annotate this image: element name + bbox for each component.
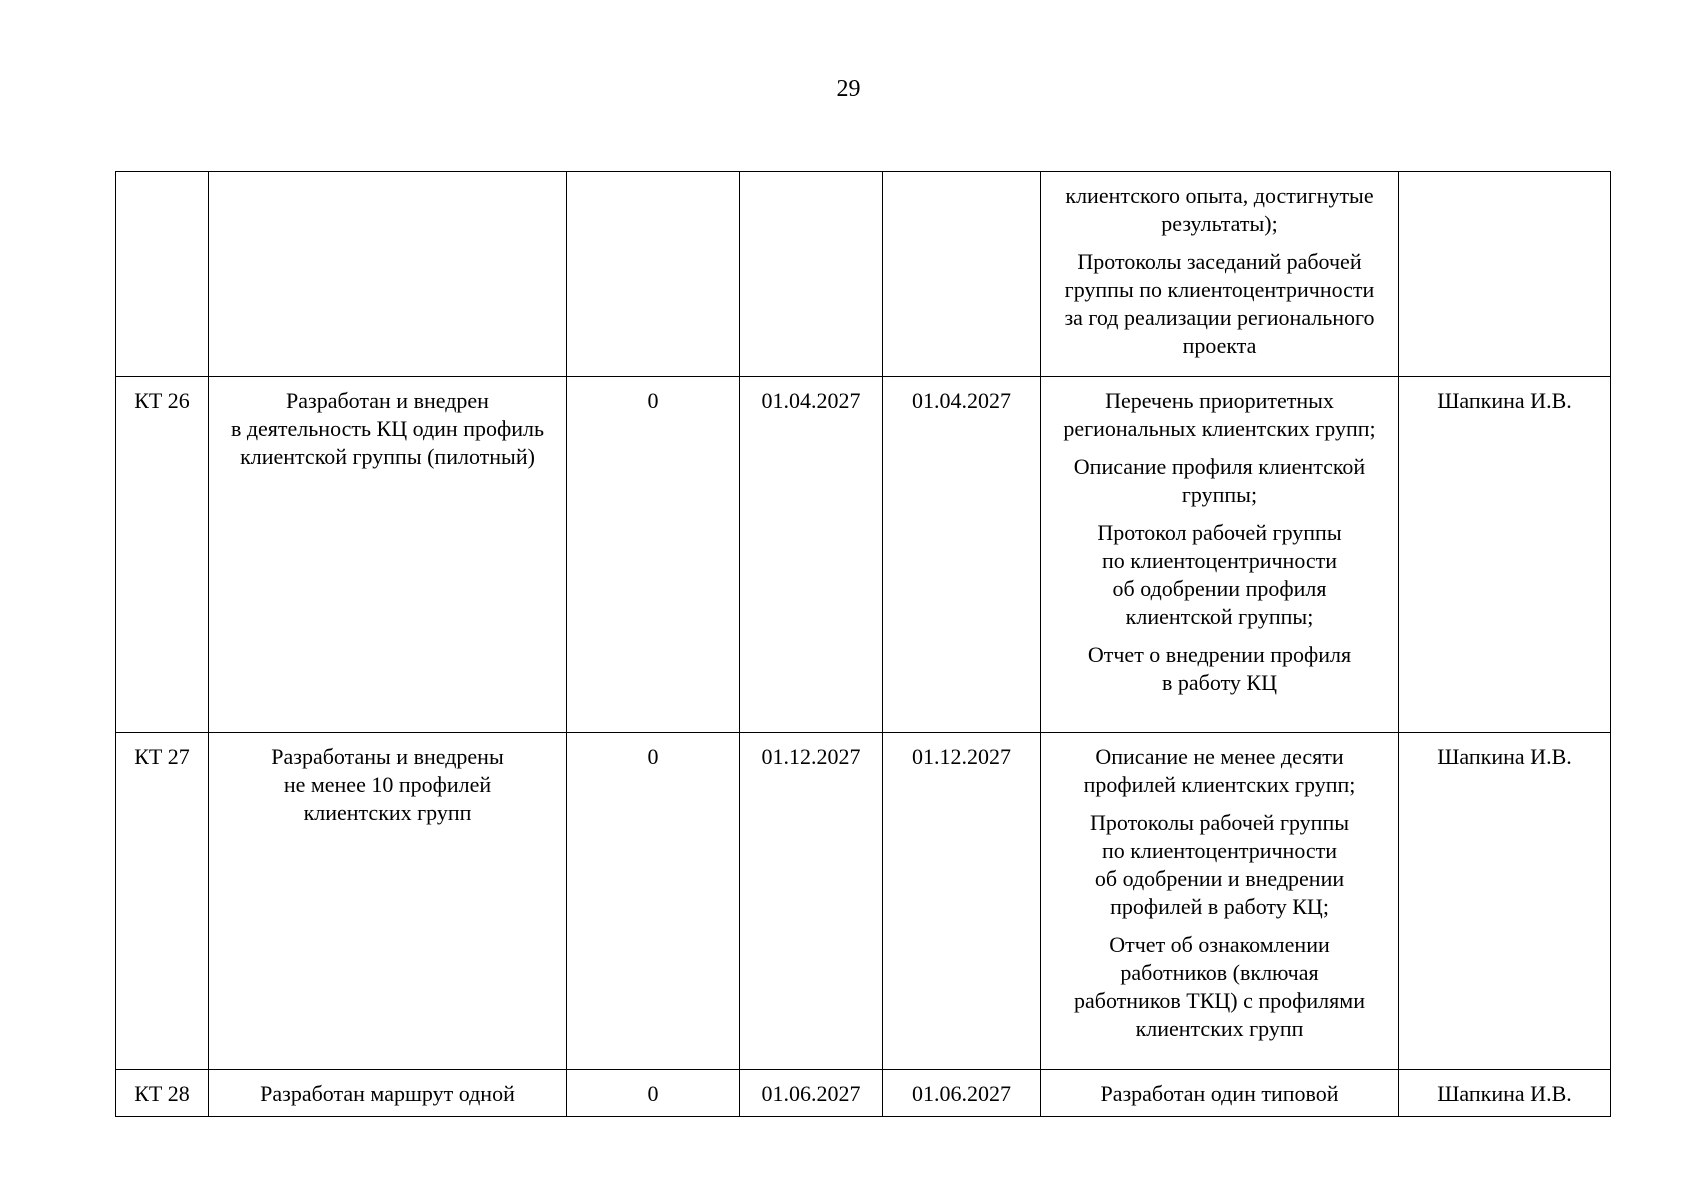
document-paragraph: Протоколы заседаний рабочей группы по клиентоцентричности за год реализации регионального проекта xyxy=(1064,249,1375,358)
table-row xyxy=(116,377,1611,733)
table-row xyxy=(116,1070,1611,1117)
document-paragraph: клиентского опыта, достигнутые результаты); xyxy=(1065,183,1374,236)
name-cell: Разработан и внедрен в деятельность КЦ один профиль клиентской группы (пилотный) xyxy=(209,377,567,733)
document-paragraph: Разработан один типовой xyxy=(1100,1081,1339,1106)
responsible-cell: Шапкина И.В. xyxy=(1399,1070,1611,1117)
responsible-cell: Шапкина И.В. xyxy=(1399,377,1611,733)
base-value-cell: 0 xyxy=(567,377,740,733)
name-cell: Разработан маршрут одной xyxy=(209,1070,567,1117)
start-date-cell: 01.04.2027 xyxy=(740,377,883,733)
code-cell: КТ 28 xyxy=(116,1070,209,1117)
documents-cell xyxy=(1041,377,1399,733)
document-paragraph: Перечень приоритетных региональных клиентских групп; xyxy=(1063,388,1376,441)
document-paragraph: Описание профиля клиентской группы; xyxy=(1073,454,1366,507)
end-date-cell: 01.12.2027 xyxy=(883,733,1041,1070)
document-paragraph: Описание не менее десяти профилей клиентских групп; xyxy=(1083,744,1356,797)
responsible-cell xyxy=(1399,172,1611,377)
documents-cell xyxy=(1041,172,1399,377)
document-paragraph: Отчет о внедрении профиля в работу КЦ xyxy=(1087,642,1352,695)
responsible-cell: Шапкина И.В. xyxy=(1399,733,1611,1070)
code-cell xyxy=(116,172,209,377)
name-cell xyxy=(209,172,567,377)
code-cell: КТ 26 xyxy=(116,377,209,733)
start-date-cell: 01.12.2027 xyxy=(740,733,883,1070)
document-paragraph: Протоколы рабочей группы по клиентоцентричности об одобрении и внедрении профилей в работу КЦ; xyxy=(1089,810,1349,919)
documents-cell xyxy=(1041,733,1399,1070)
name-cell: Разработаны и внедрены не менее 10 профилей клиентских групп xyxy=(209,733,567,1070)
page-number: 29 xyxy=(836,76,861,102)
code-cell: КТ 27 xyxy=(116,733,209,1070)
document-paragraph: Протокол рабочей группы по клиентоцентричности об одобрении профиля клиентской группы; xyxy=(1097,520,1342,629)
start-date-cell: 01.06.2027 xyxy=(740,1070,883,1117)
end-date-cell xyxy=(883,172,1041,377)
table-row xyxy=(116,172,1611,377)
table-row xyxy=(116,733,1611,1070)
base-value-cell: 0 xyxy=(567,1070,740,1117)
end-date-cell: 01.06.2027 xyxy=(883,1070,1041,1117)
start-date-cell xyxy=(740,172,883,377)
base-value-cell xyxy=(567,172,740,377)
documents-cell xyxy=(1041,1070,1399,1117)
document-paragraph: Отчет об ознакомлении работников (включая работников ТКЦ) с профилями клиентских групп xyxy=(1074,932,1365,1041)
control-points-table xyxy=(115,171,1611,1117)
end-date-cell: 01.04.2027 xyxy=(883,377,1041,733)
base-value-cell: 0 xyxy=(567,733,740,1070)
